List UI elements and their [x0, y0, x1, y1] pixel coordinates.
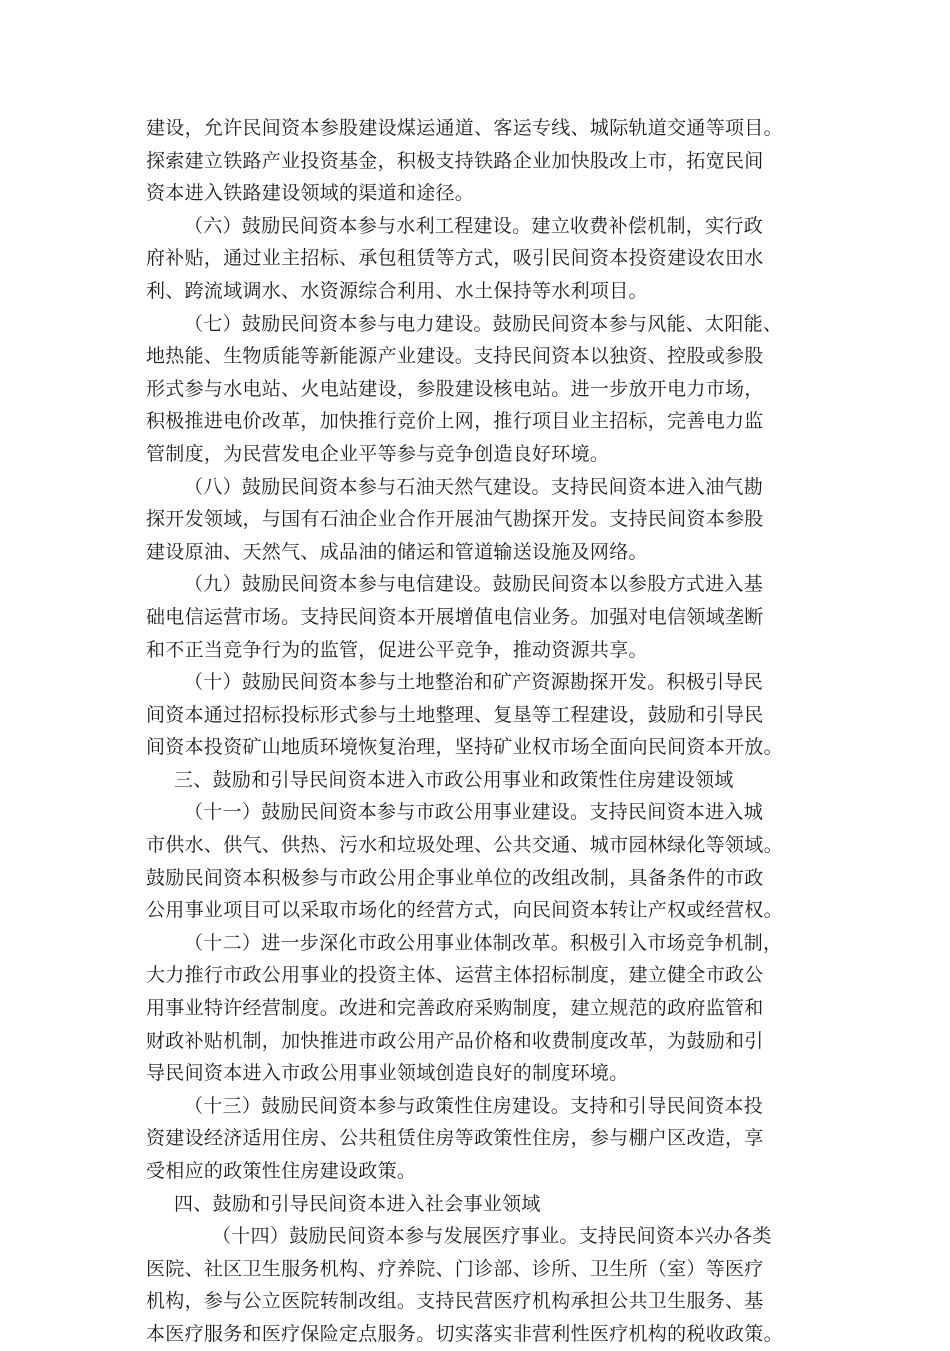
text-line: 用事业特许经营制度。改进和完善政府采购制度，建立规范的政府监管和 — [146, 997, 764, 1020]
text-line: 形式参与水电站、火电站建设，参股建设核电站。进一步放开电力市场， — [146, 377, 764, 400]
text-line: 建设原油、天然气、成品油的储运和管道输送设施及网络。 — [146, 540, 648, 563]
text-line: 大力推行市政公用事业的投资主体、运营主体招标制度，建立健全市政公 — [146, 964, 764, 987]
text-line: 财政补贴机制，加快推进市政公用产品价格和收费制度改革，为鼓励和引 — [146, 1029, 764, 1052]
text-line: 间资本投资矿山地质环境恢复治理，坚持矿业权市场全面向民间资本开放。 — [146, 736, 783, 759]
paragraph-start-line: （十四）鼓励民间资本参与发展医疗事业。支持民间资本兴办各类 — [212, 1225, 772, 1248]
text-line: 公用事业项目可以采取市场化的经营方式，向民间资本转让产权或经营权。 — [146, 899, 783, 922]
paragraph-start-line: （十）鼓励民间资本参与土地整治和矿产资源勘探开发。积极引导民 — [184, 671, 764, 694]
paragraph-start-line: （六）鼓励民间资本参与水利工程建设。建立收费补偿机制，实行政 — [184, 214, 764, 237]
text-line: 和不正当竞争行为的监管，促进公平竞争，推动资源共享。 — [146, 638, 648, 661]
document-body — [146, 112, 816, 1351]
text-line: 本医疗服务和医疗保险定点服务。切实落实非营利性医疗机构的税收政策。 — [146, 1322, 783, 1345]
text-line: 导民间资本进入市政公用事业领域创造良好的制度环境。 — [146, 1062, 629, 1085]
text-line: 受相应的政策性住房建设政策。 — [146, 1160, 417, 1182]
text-line: 资建设经济适用住房、公共租赁住房等政策性住房，参与棚户区改造，享 — [146, 1127, 764, 1150]
paragraph-start-line: （九）鼓励民间资本参与电信建设。鼓励民间资本以参股方式进入基 — [184, 573, 764, 596]
text-line: 管制度，为民营发电企业平等参与竞争创造良好环境。 — [146, 442, 610, 465]
text-line: 府补贴，通过业主招标、承包租赁等方式，吸引民间资本投资建设农田水 — [146, 247, 764, 270]
text-line: 间资本通过招标投标形式参与土地整理、复垦等工程建设，鼓励和引导民 — [146, 703, 764, 726]
section-heading: 四、鼓励和引导民间资本进入社会事业领域 — [174, 1192, 541, 1215]
text-line: 鼓励民间资本积极参与市政公用企事业单位的改组改制，具备条件的市政 — [146, 866, 764, 889]
text-line: 资本进入铁路建设领域的渠道和途径。 — [146, 182, 475, 205]
paragraph-start-line: （十三）鼓励民间资本参与政策性住房建设。支持和引导民间资本投 — [184, 1094, 764, 1117]
paragraph-start-line: （十一）鼓励民间资本参与市政公用事业建设。支持民间资本进入城 — [184, 801, 764, 824]
text-line: 建设，允许民间资本参股建设煤运通道、客运专线、城际轨道交通等项目。 — [146, 117, 783, 139]
text-line: 利、跨流域调水、水资源综合利用、水土保持等水利项目。 — [146, 279, 648, 302]
text-line: 探开发领域，与国有石油企业合作开展油气勘探开发。支持民间资本参股 — [146, 508, 764, 531]
text-line: 地热能、生物质能等新能源产业建设。支持民间资本以独资、控股或参股 — [146, 345, 764, 368]
paragraph-start-line: （八）鼓励民间资本参与石油天然气建设。支持民间资本进入油气勘 — [184, 475, 764, 498]
text-line: 医院、社区卫生服务机构、疗养院、门诊部、诊所、卫生所（室）等医疗 — [146, 1257, 764, 1280]
paragraph-start-line: （十二）进一步深化市政公用事业体制改革。积极引入市场竞争机制， — [184, 931, 783, 954]
text-line: 积极推进电价改革，加快推行竞价上网，推行项目业主招标，完善电力监 — [146, 410, 764, 433]
text-line: 市供水、供气、供热、污水和垃圾处理、公共交通、城市园林绿化等领域。 — [146, 834, 783, 857]
paragraph-start-line: （七）鼓励民间资本参与电力建设。鼓励民间资本参与风能、太阳能、 — [184, 312, 783, 335]
text-line: 机构，参与公立医院转制改组。支持民营医疗机构承担公共卫生服务、基 — [146, 1290, 764, 1313]
section-heading: 三、鼓励和引导民间资本进入市政公用事业和政策性住房建设领域 — [174, 768, 734, 791]
text-line: 探索建立铁路产业投资基金，积极支持铁路企业加快股改上市，拓宽民间 — [146, 149, 764, 172]
text-line: 础电信运营市场。支持民间资本开展增值电信业务。加强对电信领域垄断 — [146, 605, 764, 628]
